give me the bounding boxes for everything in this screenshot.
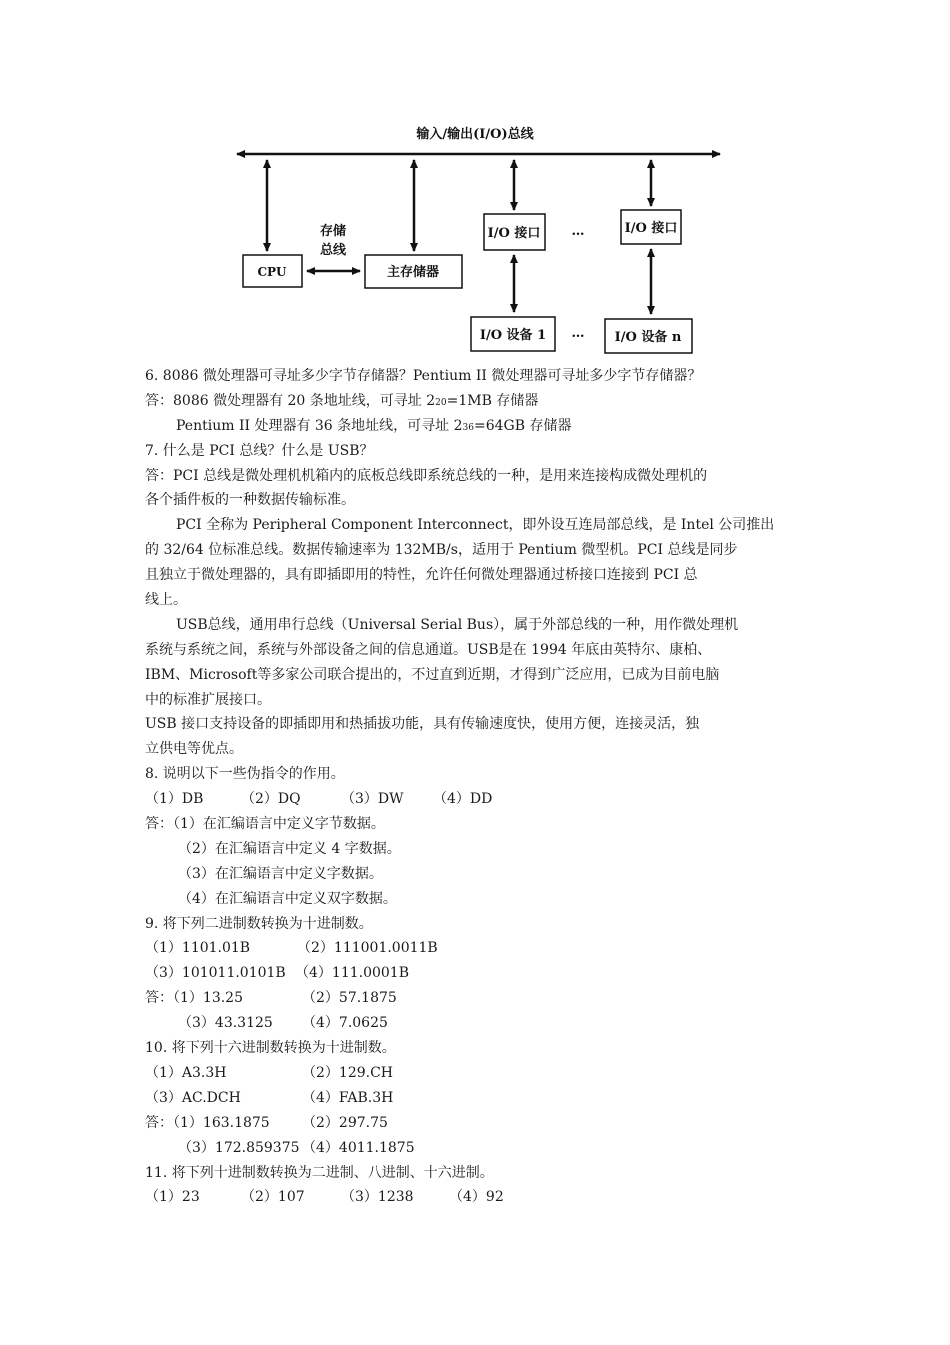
- q8-option-4: （4）DD: [433, 791, 493, 808]
- q8-option-3: （3）DW: [341, 791, 404, 808]
- q11-option-3: （3）1238: [341, 1189, 414, 1206]
- a9-item-2: （2）57.1875: [302, 990, 397, 1007]
- bus-label: 输入/输出(I/O)总线: [416, 127, 534, 142]
- answer-9-row-1: [145, 986, 805, 1011]
- question-11-options: [145, 1185, 805, 1210]
- document-body: [145, 364, 805, 1210]
- answer-6-line-1: [145, 389, 805, 414]
- ellipsis-top: …: [571, 224, 585, 239]
- answer-8-line-2: （2）在汇编语言中定义 4 字数据。: [178, 840, 401, 857]
- question-11: 11. 将下列十进制数转换为二进制、八进制、十六进制。: [145, 1164, 494, 1181]
- question-8-options: [145, 787, 805, 812]
- answer-6-line-2-text: Pentium II 处理器有 36 条地址线，可寻址 2: [176, 417, 463, 434]
- question-10-row-1: [145, 1061, 805, 1086]
- a10-item-2: （2）297.75: [302, 1114, 388, 1131]
- q9-item-1: （1）1101.01B: [145, 940, 251, 957]
- question-7: 7. 什么是 PCI 总线？什么是 USB？: [145, 442, 374, 459]
- q10-item-2: （2）129.CH: [302, 1064, 393, 1081]
- question-9-row-2: [145, 961, 805, 986]
- question-9-row-1: [145, 936, 805, 961]
- answer-7-line-12: 立供电等优点。: [145, 741, 243, 758]
- q11-option-4: （4）92: [449, 1189, 504, 1206]
- answer-7-line-5: 且独立于微处理器的，具有即插即用的特性，允许任何微处理器通过桥接口连接到 PCI 总: [145, 567, 698, 584]
- answer-7-line-2: 各个插件板的一种数据传输标准。: [145, 492, 355, 509]
- a10-item-1: 答：（1）163.1875: [145, 1114, 270, 1131]
- answer-7-line-4: 的 32/64 位标准总线。数据传输速率为 132MB/s，适用于 Pentium 微型机。PCI 总线是同步: [145, 542, 738, 559]
- answer-8-line-1: 答：（1）在汇编语言中定义字节数据。: [145, 816, 385, 833]
- question-6: 6. 8086 微处理器可寻址多少字节存储器？Pentium II 微处理器可寻址多少字节存储器？: [145, 368, 702, 384]
- answer-8-line-3: （3）在汇编语言中定义字数据。: [178, 865, 383, 882]
- question-9: 9. 将下列二进制数转换为十进制数。: [145, 915, 373, 932]
- io-interface-1-label: I/O 接口: [487, 226, 541, 241]
- io-interface-n-label: I/O 接口: [624, 221, 678, 236]
- q9-item-2: （2）111001.0011B: [297, 940, 438, 957]
- q10-item-1: （1）A3.3H: [145, 1064, 227, 1081]
- a9-item-1: 答：（1）13.25: [145, 990, 243, 1007]
- a10-item-3: （3）172.859375: [178, 1139, 300, 1156]
- answer-7-line-3: PCI 全称为 Peripheral Component Interconnect，即外设互连局部总线，是 Intel 公司推出: [176, 517, 775, 534]
- answer-7-line-9: IBM、Microsoft等多家公司联合提出的，不过直到近期，才得到广泛应用，已成为目前电脑: [145, 666, 720, 683]
- io-device-1-label: I/O 设备 1: [479, 328, 547, 343]
- answer-8-line-4: （4）在汇编语言中定义双字数据。: [178, 890, 397, 907]
- answer-7-line-10: 中的标准扩展接口。: [145, 691, 271, 708]
- answer-9-row-2: [145, 1011, 805, 1036]
- ellipsis-bottom: …: [571, 326, 585, 341]
- q11-option-1: （1）23: [145, 1189, 200, 1206]
- a10-item-4: （4）4011.1875: [302, 1139, 415, 1156]
- question-10: 10. 将下列十六进制数转换为十进制数。: [145, 1040, 396, 1057]
- q10-item-3: （3）AC.DCH: [145, 1089, 241, 1106]
- answer-6-line-2: [145, 414, 805, 439]
- storage-bus-label-2: 总线: [319, 243, 347, 258]
- question-8: 8. 说明以下一些伪指令的作用。: [145, 766, 345, 783]
- main-memory-label: 主存储器: [386, 265, 440, 280]
- storage-bus-label-1: 存储: [319, 224, 347, 239]
- answer-6-line-1-result: =1MB 存储器: [446, 392, 539, 409]
- answer-7-line-11: USB 接口支持设备的即插即用和热插拔功能，具有传输速度快，使用方便，连接灵活，独: [145, 716, 700, 733]
- q9-item-3: （3）101011.0101B: [145, 965, 286, 982]
- question-10-row-2: [145, 1086, 805, 1111]
- q10-item-4: （4）FAB.3H: [302, 1089, 394, 1106]
- answer-6-line-1-text: 答：8086 微处理器有 20 条地址线，可寻址 2: [145, 392, 436, 409]
- io-bus-diagram: [225, 118, 735, 363]
- q11-option-2: （2）107: [241, 1189, 305, 1206]
- a9-item-3: （3）43.3125: [178, 1015, 273, 1032]
- answer-7-line-8: 系统与系统之间，系统与外部设备之间的信息通道。USB是在 1994 年底由英特尔、康柏、: [145, 641, 712, 658]
- answer-6-line-2-result: =64GB 存储器: [473, 417, 572, 434]
- answer-10-row-2: [145, 1136, 805, 1161]
- q8-option-2: （2）DQ: [241, 791, 301, 808]
- answer-7-line-6: 线上。: [145, 592, 187, 609]
- io-device-n-label: I/O 设备 n: [614, 330, 682, 345]
- exponent-36: 36: [462, 422, 474, 433]
- a9-item-4: （4）7.0625: [302, 1015, 388, 1032]
- q9-item-4: （4）111.0001B: [295, 965, 409, 982]
- q8-option-1: （1）DB: [145, 791, 204, 808]
- answer-10-row-1: [145, 1111, 805, 1136]
- answer-7-line-7: USB总线，通用串行总线（Universal Serial Bus），属于外部总线的一种，用作微处理机: [176, 616, 739, 633]
- exponent-20: 20: [435, 397, 447, 408]
- cpu-label: CPU: [257, 265, 287, 279]
- answer-7-line-1: 答：PCI 总线是微处理机机箱内的底板总线即系统总线的一种，是用来连接构成微处理机的: [145, 467, 708, 484]
